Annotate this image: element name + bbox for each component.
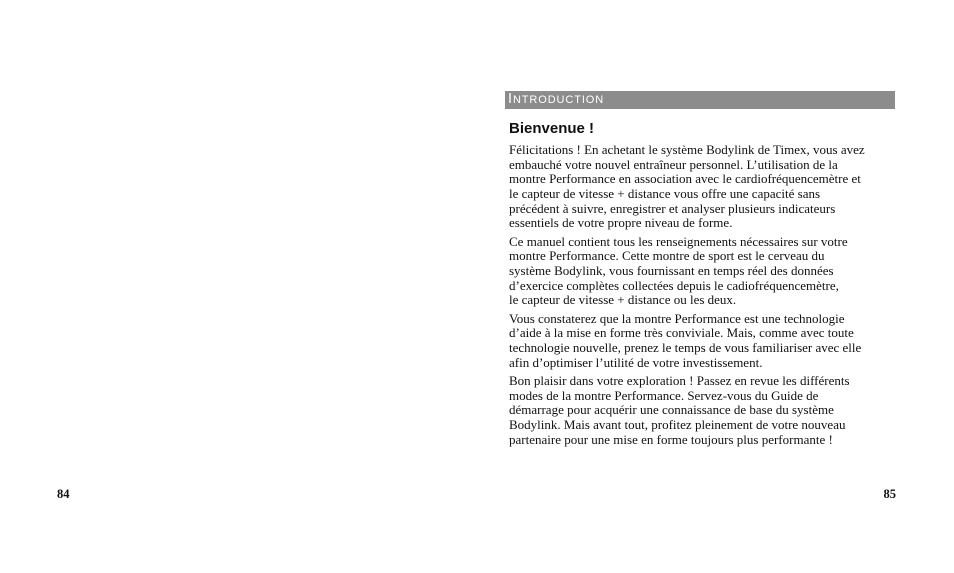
text-line: afin d’optimiser l’utilité de votre investissement. <box>509 354 763 370</box>
text-line: montre Performance. Cette montre de sport est le cerveau du <box>509 248 825 264</box>
text-line: démarrage pour acquérir une connaissance de base du système <box>509 402 834 418</box>
text-line: système Bodylink, vous fournissant en temps réel des données <box>509 263 834 279</box>
text-line: technologie nouvelle, prenez le temps de vous familiariser avec elle <box>509 340 862 356</box>
text-line: essentiels de votre propre niveau de forme. <box>509 215 733 231</box>
paragraph-3 <box>509 312 909 371</box>
text-line: Ce manuel contient tous les renseignements nécessaires sur votre <box>509 233 848 249</box>
paragraph-2 <box>509 235 909 308</box>
text-line: Bon plaisir dans votre exploration ! Passez en revue les différents <box>509 373 850 389</box>
page-heading: Bienvenue ! <box>509 120 595 137</box>
text-line: embauché votre nouvel entraîneur personnel. L’utilisation de la <box>509 156 838 172</box>
text-line: modes de la montre Performance. Servez-vous du Guide de <box>509 387 819 403</box>
section-header-bar <box>505 91 895 109</box>
text-line: d’exercice complètes collectées depuis le cadiofréquencemètre, <box>509 277 839 293</box>
text-line: le capteur de vitesse + distance ou les deux. <box>509 292 737 308</box>
text-line: montre Performance en association avec le cardiofréquencemètre et <box>509 171 861 187</box>
body-text <box>509 143 909 451</box>
text-line: le capteur de vitesse + distance vous offre une capacité sans <box>509 186 821 202</box>
text-line: Vous constaterez que la montre Performance est une technologie <box>509 310 845 326</box>
paragraph-4 <box>509 374 909 447</box>
text-line: précédent à suivre, enregistrer et analyser plusieurs indicateurs <box>509 200 836 216</box>
right-page <box>477 0 954 573</box>
page-number-left: 84 <box>57 487 70 501</box>
text-line: Bodylink. Mais avant tout, profitez pleinement de votre nouveau <box>509 417 846 433</box>
text-line: Félicitations ! En achetant le système Bodylink de Timex, vous avez <box>509 142 865 157</box>
section-title: INTRODUCTION <box>508 90 605 107</box>
page-number-right: 85 <box>883 487 896 501</box>
paragraph-1 <box>509 143 909 231</box>
text-line: partenaire pour une mise en forme toujours plus performante ! <box>509 431 833 447</box>
text-line: d’aide à la mise en forme très conviviale. Mais, comme avec toute <box>509 325 854 341</box>
